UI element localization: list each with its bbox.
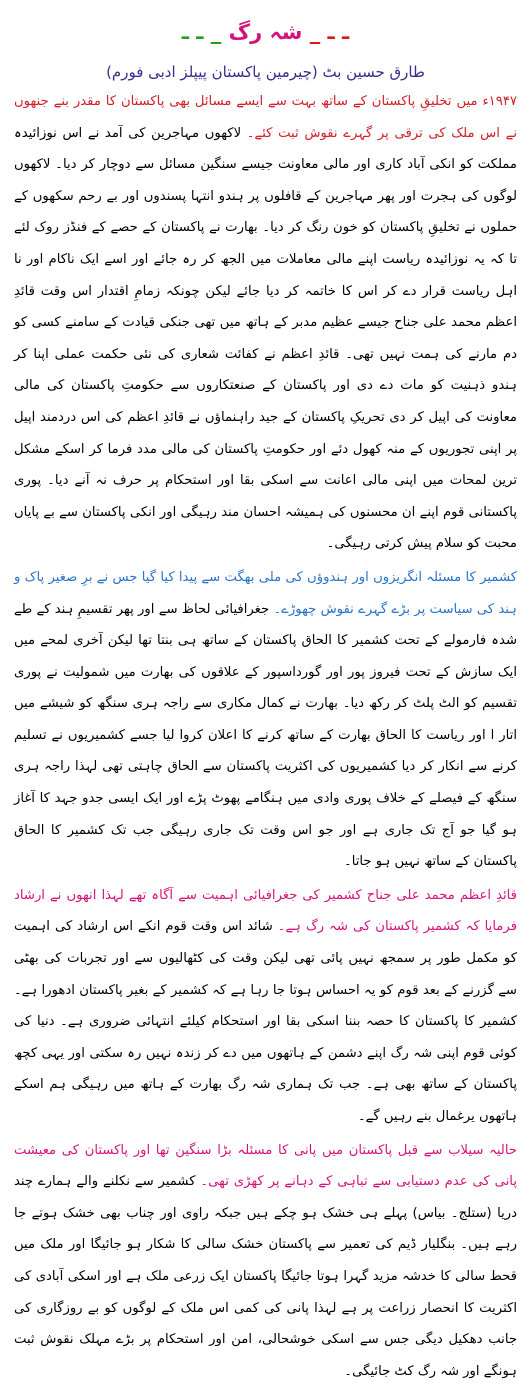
title-dashes-right: ـ ـ _ <box>309 20 350 44</box>
author-line: طارق حسین بٹ (چیرمین پاکستان پیپلز ادبی فورم) <box>106 63 425 81</box>
paragraph-4 <box>14 1135 517 1387</box>
title-dashes-left: _ ـ ـ <box>181 20 222 44</box>
paragraph-2 <box>14 562 517 878</box>
paragraph-3 <box>14 880 517 1133</box>
paragraph-4-body: کشمیر سے نکلنے والے ہمارے چند دریا (ستلج۔ بیاس) پہلے ہی خشک ہو چکے ہیں جبکہ راوی اور چناب بھی خشک ہوتے جا رہے ہیں۔ بنگلیار ڈیم کی تعمیر سے پاکستان خشک سالی کا شکار ہو جائیگا اور ملک میں قحط سالی کا خدشہ مزید گہرا ہوتا جائیگا پاکستان ایک زرعی ملک ہے اور اسکی آبادی کی اکثریت کا انحصار زراعت پر ہے لہذا پانی کی کمی اس ملک کے لوگوں کو بے روزگاری کی جانب دھکیل دیگی جس سے اسکی خوشحالی، امن اور استحکام پر بڑے مہلک نقوش ثبت ہونگے اور شہ رگ کٹ جائیگی۔ <box>14 1174 517 1379</box>
article-title <box>14 0 517 48</box>
paragraph-3-lead: قائدِ اعظم محمد علی جناح کشمیر کی جغرافیائی اہمیت سے آگاہ تھے لہذا انھوں نے ارشاد فرمایا کہ کشمیر پاکستان کی شہ رگ ہے۔ <box>14 887 518 935</box>
paragraph-1-body: لاکھوں مہاجرین کی آمد نے اس نوزائیدہ مملکت کو انکی آباد کاری اور مالی معاونت جیسے سنگین مسائل سے دوچار کر دیا۔ لاکھوں لوگوں کی ہجرت اور پھر مہاجرین کے قافلوں پر ہندو انتہا پسندوں اور بے رحم سکھوں کے حملوں نے تخلیقِ پاکستان کو خون رنگ کر دیا۔ بھارت نے پاکستان کے حصے کے فنڈز روک لئے تا کہ یہ نوزائیدہ ریاست اپنے مالی معاملات میں الجھ کر رہ جائے اور اسے ایک ناکام اور نا اہل ریاست قرار دے کر اس کا خاتمہ کر دیا جائے لیکن چونکہ زمامِ اقتدار اس وقت قائدِ اعظم محمد علی جناح جیسے عظیم مدبر کے ہاتھ میں تھی جنکی قیادت کے سامنے کسی کو دم مارنے کی ہمت نہیں تھی۔ قائدِ اعظم نے کفائت شعاری کی نئی حکمت عملی اپنا کر ہندو ذہنیت کو مات دے دی اور پاکستان کے صنعتکاروں سے حکومتِ پاکستان کی مالی معاونت کی اپیل کر دی تحریکِ پاکستان کے جید راہنماؤں نے قائدِ اعظم کی اس دردمند اپیل پر اپنی تجوریوں کے منہ کھول دئے اور حکومتِ پاکستان کی مالی مدد فرما کر اسکے مشکل ترین لمحات میں اپنی مالی اعانت سے اسکی بقا اور استحکام پر حرف نہ آنے دیا۔ پوری پاکستانی قوم اپنے ان محسنوں کی ہمیشہ احسان مند رہیگی اور انکی پاکستان سے بے پایاں محبت کو سلام پیش کرتی رہیگی۔ <box>14 125 517 552</box>
paragraph-2-body: جغرافیائی لحاظ سے اور پھر تقسیمِ ہند کے طے شدہ فارمولے کے تحت کشمیر کا الحاق پاکستان کے ساتھ ہی بنتا تھا لیکن آخری لمحے میں ایک سازش کے تحت فیروز پور اور گورداسپور کے علاقوں کی بھارت میں شمولیت نے پوری تقسیم کو الٹ پلٹ کر رکھ دیا۔ بھارت نے کمال مکاری سے راجہ ہری سنگھ کو شیشے میں اتار ا اور ریاست کا الحاق بھارت کے ساتھ کرنے کا اعلان کروا لیا جسے کشمیریوں نے تسلیم کرنے سے انکار کر دیا کشمیریوں کی اکثریت پاکستان سے الحاق چاہتی تھی لہذا راجہ ہری سنگھ کے فیصلے کے خلاف پوری وادی میں ہنگامے پھوٹ پڑے اور ایک ایسی جدو جہد کا آغاز ہو گیا جو آج تک جاری ہے اور جو اس وقت تک جاری رہیگی جب تک کشمیر کا الحاق پاکستان کے ساتھ نہیں ہو جاتا۔ <box>14 601 517 870</box>
paragraph-2-lead: کشمیر کا مسئلہ انگریزوں اور ہندوؤں کی ملی بھگت سے پیدا کیا گیا جس نے برِ صغیر پاک و ہند کی سیاست پر بڑے گہرے نقوش چھوڑے۔ <box>14 569 517 617</box>
paragraph-1 <box>14 86 517 560</box>
title-text: شہ رگ <box>228 20 303 44</box>
paragraph-1-lead: ۱۹۴۷ء میں تخلیقِ پاکستان کے ساتھ بہت سے ایسے مسائل بھی پاکستان کا مقدر بنے جنھوں نے اس ملک کی ترقی پر گہرے نقوش ثبت کئے۔ <box>14 94 517 141</box>
paragraph-4-lead: حالیہ سیلاب سے قبل پاکستان میں پانی کا مسئلہ بڑا سنگین تھا اور پاکستان کی معیشت پانی کی عدم دستیابی سے تباہی کے دہانے پر کھڑی تھی۔ <box>14 1142 517 1190</box>
paragraph-3-body: شائد اس وقت قوم انکے اس ارشاد کی اہمیت کو مکمل طور پر سمجھ نہیں پائی تھی لیکن وقت کی کٹھالیوں سے اور تجربات کی بھٹی سے گزرنے کے بعد قوم کو یہ احساس ہوتا جا رہا ہے کہ کشمیر کے بغیر پاکستان ادھورا ہے۔ کشمیر کا پاکستان کا حصہ بننا اسکی بقا اور استحکام کیلئے انتہائی ضروری ہے۔ دنیا کی کوئی قوم اپنی شہ رگ اپنے دشمن کے ہاتھوں میں دے کر زندہ نہیں رہ سکتی اور یہی کچھ پاکستان کے ساتھ بھی ہے۔ جب تک ہماری شہ رگ بھارت کے ہاتھ میں رہیگی ہم اسکے ہاتھوں یرغمال بنے رہیں گے۔ <box>14 919 517 1124</box>
